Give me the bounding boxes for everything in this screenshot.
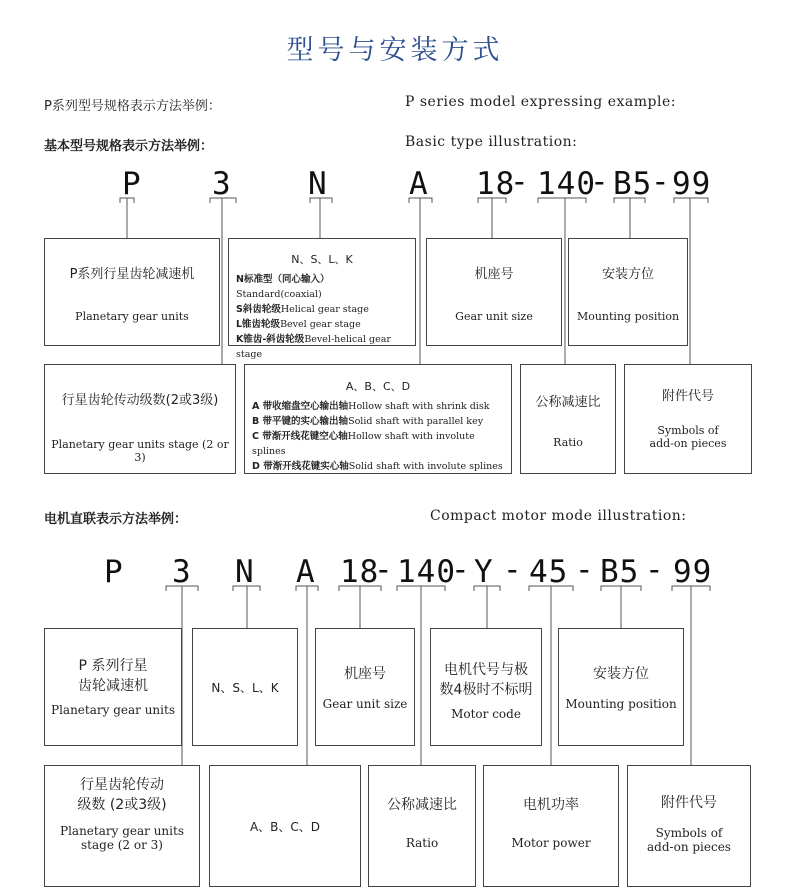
stage-cn: 行星齿轮传动级数(2或3级) <box>61 393 219 408</box>
code-char: 18 <box>340 554 380 590</box>
mounting-cn: 安装方位 <box>593 666 649 682</box>
code-dash: - <box>510 164 530 200</box>
size-cn: 机座号 <box>344 666 386 682</box>
size-cn: 机座号 <box>474 267 514 282</box>
accessory-en2: add-on pieces <box>649 437 727 450</box>
stage-box <box>44 765 200 887</box>
mounting-en: Mounting position <box>576 310 680 323</box>
stage-cn2: 级数 (2或3级) <box>77 797 167 813</box>
power-cn: 电机功率 <box>523 797 579 813</box>
motor-code-en: Motor code <box>451 707 521 721</box>
ratio-box <box>520 364 616 474</box>
code-char: B5 <box>613 166 653 202</box>
code-dash: - <box>651 164 671 200</box>
shaft-type-label: N、S、L、K <box>211 681 279 695</box>
code-char: P <box>122 166 142 202</box>
series-en: Planetary gear units <box>75 310 189 323</box>
mounting-cn: 安装方位 <box>601 267 654 282</box>
code-dash: - <box>374 552 394 588</box>
shaft-type-box <box>192 628 298 746</box>
output-item: B 带平键的实心输出轴Solid shaft with parallel key <box>252 416 484 427</box>
power-en: Motor power <box>511 836 591 850</box>
shaft-type-item: K锥齿-斜齿轮级Bevel-helical gear stage <box>236 334 391 360</box>
code-dash: - <box>590 164 610 200</box>
section1-basic-cn: 基本型号规格表示方法举例： <box>44 139 214 154</box>
ratio-box <box>368 765 476 887</box>
output-box <box>209 765 361 887</box>
series-box <box>44 628 182 746</box>
ratio-en: Ratio <box>553 436 583 449</box>
shaft-type-item: S斜齿轮级Helical gear stage <box>236 304 369 315</box>
output-item: A 带收缩盘空心输出轴Hollow shaft with shrink disk <box>252 401 490 412</box>
code-dash: - <box>575 552 595 588</box>
section1-en-caption: P series model expressing example: <box>405 94 676 110</box>
size-box <box>426 238 562 346</box>
ratio-en: Ratio <box>405 836 439 850</box>
mounting-box <box>558 628 684 746</box>
code-char: 140 <box>537 166 596 202</box>
shaft-type-box <box>228 238 416 360</box>
stage-cn1: 行星齿轮传动 <box>80 777 164 793</box>
size-en: Gear unit size <box>455 310 533 323</box>
mounting-en: Mounting position <box>565 697 677 711</box>
shaft-type-item: N标准型（同心输入）Standard(coaxial) <box>236 274 330 300</box>
code-dash: - <box>645 552 665 588</box>
series-cn: P系列行星齿轮减速机 <box>69 267 195 282</box>
code-char: 3 <box>172 554 192 590</box>
accessory-en1: Symbols of <box>655 826 723 840</box>
page-title: 型号与安装方式 <box>286 35 504 66</box>
code-dash: - <box>451 552 471 588</box>
connector-line <box>538 198 586 203</box>
connector-line <box>674 198 708 203</box>
size-box <box>315 628 415 746</box>
code-char: 45 <box>529 554 569 590</box>
section2-en-caption: Compact motor mode illustration: <box>430 508 687 524</box>
code-char: N <box>235 554 255 590</box>
section1-cn-caption: P系列型号规格表示方法举例： <box>44 99 221 114</box>
code-char: P <box>104 554 124 590</box>
output-heading: A、B、C、D <box>345 380 411 393</box>
code-char: 99 <box>672 166 712 202</box>
stage-box <box>44 364 236 474</box>
series-en: Planetary gear units <box>51 703 175 717</box>
mounting-box <box>568 238 688 346</box>
code-char: 3 <box>212 166 232 202</box>
connector-line <box>310 198 332 203</box>
accessory-cn: 附件代号 <box>661 389 714 404</box>
accessory-box <box>624 364 752 474</box>
accessory-box <box>627 765 751 887</box>
code-char: B5 <box>600 554 640 590</box>
output-item: C 带渐开线花键空心轴Hollow shaft with involute splines <box>252 431 475 457</box>
code-dash: - <box>503 552 523 588</box>
ratio-cn: 公称减速比 <box>387 797 457 813</box>
series-box <box>44 238 220 346</box>
output-item: D 带渐开线花键实心轴Solid shaft with involute splines <box>252 461 503 472</box>
series-cn1: P 系列行星 <box>78 658 148 674</box>
ratio-cn: 公称减速比 <box>535 395 601 410</box>
stage-en1: Planetary gear units <box>60 824 184 838</box>
series-cn2: 齿轮减速机 <box>78 678 148 694</box>
code-char: 18 <box>476 166 516 202</box>
size-en: Gear unit size <box>322 697 408 711</box>
section2-cn-caption: 电机直联表示方法举例： <box>44 512 188 527</box>
accessory-en2: add-on pieces <box>647 840 731 854</box>
connector-line <box>210 198 236 203</box>
code-char: N <box>308 166 328 202</box>
code-char: A <box>296 554 316 590</box>
motor-code-cn2: 数4极时不标明 <box>439 682 533 698</box>
output-label: A、B、C、D <box>249 820 321 834</box>
output-box <box>244 364 512 474</box>
motor-code-box <box>430 628 542 746</box>
code-char: Y <box>474 554 494 590</box>
stage-en: Planetary gear units stage (2 or 3) <box>51 438 229 464</box>
code-char: 99 <box>673 554 713 590</box>
power-box <box>483 765 619 887</box>
code-char: A <box>409 166 429 202</box>
stage-en2: stage (2 or 3) <box>81 838 163 852</box>
shaft-type-item: L锥齿轮级Bevel gear stage <box>236 319 361 330</box>
accessory-cn: 附件代号 <box>661 795 717 811</box>
shaft-type-heading: N、S、L、K <box>291 253 353 266</box>
accessory-en1: Symbols of <box>657 424 719 437</box>
code-char: 140 <box>397 554 456 590</box>
motor-code-cn1: 电机代号与极 <box>444 662 528 678</box>
section1-basic-en: Basic type illustration: <box>405 134 578 150</box>
